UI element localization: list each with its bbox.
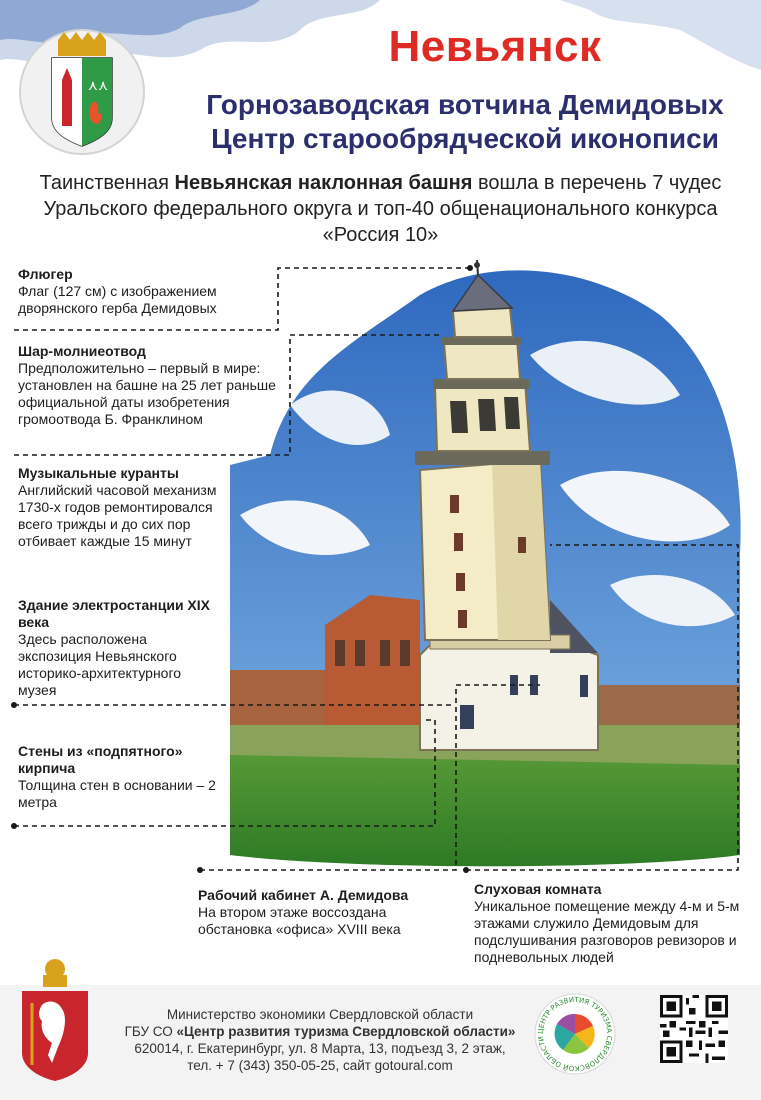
footer-organization [120,1023,520,1040]
svg-text:⋏⋏: ⋏⋏ [87,78,109,94]
callout-sphere-text: Предположительно – первый в мире: установлен на башне на 25 лет раньше официальной даты изобретения громоотвода Б. Франклином [18,360,276,427]
subtitle-line-1: Горнозаводская вотчина Демидовых [206,89,724,120]
callout-power-station-heading: Здание электростанции XIX века [18,597,211,630]
callout-chimes [18,465,248,550]
footer-phone-site: тел. + 7 (343) 350-05-25, сайт gotoural.com [187,1058,453,1073]
callout-hearing-room [474,881,754,966]
footer-contacts [120,1006,520,1074]
callout-office-text: На втором этаже воссоздана обстановка «офиса» XVIII века [198,904,401,937]
sverdlovsk-region-emblem [18,955,92,1083]
callout-hearing-room-text: Уникальное помещение между 4-м и 5-м этажами служило Демидовым для подслушивания разговоров ревизоров и подневольных людей [474,898,740,965]
callout-chimes-heading: Музыкальные куранты [18,465,179,481]
intro-part-1: Таинственная [39,172,175,194]
tourism-center-logo-text: ЦЕНТР РАЗВИТИЯ ТУРИЗМА СВЕРДЛОВСКОЙ ОБЛАСТИ [536,995,614,1073]
callout-office-heading: Рабочий кабинет А. Демидова [198,887,409,903]
callout-power-station-text: Здесь расположена экспозиция Невьянского историко-архитектурного музея [18,631,182,698]
callout-lightning-sphere [18,343,288,428]
callout-power-station [18,597,218,699]
intro-part-2: вошла в перечень 7 чудес Уральского федерального округа и топ-40 общенационального конкурса «Россия 10» [43,172,722,246]
callout-walls [18,743,218,811]
page-subtitle [170,88,760,156]
footer-ministry: Министерство экономики Свердловской области [166,1007,474,1022]
callout-flag [18,266,278,317]
callout-walls-text: Толщина стен в основании – 2 метра [18,777,216,810]
footer-address: 620014, г. Екатеринбург, ул. 8 Марта, 13, подъезд 3, 2 этаж, [134,1041,506,1056]
callout-flag-heading: Флюгер [18,266,73,282]
callout-hearing-room-heading: Слуховая комната [474,881,602,897]
leaning-tower-illustration [230,255,750,870]
callout-sphere-heading: Шар-молниеотвод [18,343,146,359]
qr-code[interactable] [660,995,728,1063]
callout-chimes-text: Английский часовой механизм 1730-х годов ремонтировался всего трижды и до сих пор отбивает каждые 15 минут [18,482,217,549]
intro-tower-name: Невьянская наклонная башня [174,172,473,194]
subtitle-line-2: Центр старообрядческой иконописи [211,123,719,154]
page-title: Невьянск [388,22,602,71]
tourism-center-logo [533,992,617,1076]
callout-walls-heading: Стены из «подпятного» кирпича [18,743,183,776]
callout-flag-text: Флаг (127 см) с изображением дворянского герба Демидовых [18,283,217,316]
footer-org-prefix: ГБУ СО [124,1024,177,1039]
callout-office [198,887,438,938]
nevyansk-coat-of-arms [18,28,146,156]
footer-org-name: «Центр развития туризма Свердловской области» [176,1024,516,1039]
intro-text [20,170,741,248]
